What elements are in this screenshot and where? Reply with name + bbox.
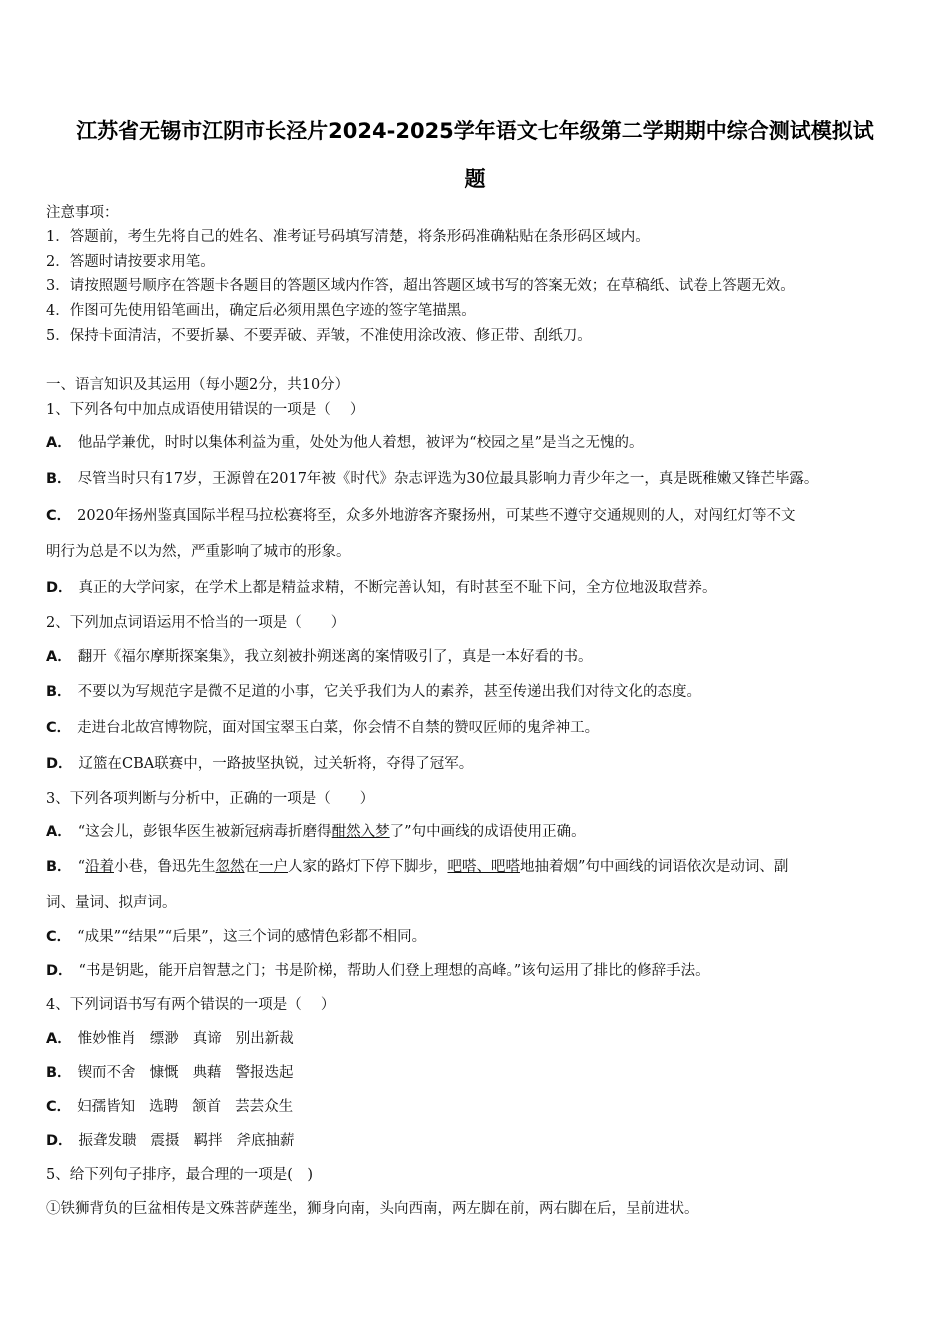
option-text: “书是钥匙，能开启智慧之门；书是阶梯，帮助人们登上理想的高峰。”该句运用了排比的修辞手法。 [78, 963, 710, 979]
option-label: C． [46, 508, 72, 524]
word: 羁拌 [193, 1133, 223, 1149]
option-label: B． [46, 859, 72, 875]
question-1-option-c-continued: 明行为总是不以为然，严重影响了城市的形象。 [46, 544, 351, 560]
question-4-option-b [46, 1063, 916, 1083]
option-text: 在 [244, 859, 259, 875]
question-4-stem: 4、下列词语书写有两个错误的一项是（ ） [46, 997, 336, 1013]
option-text: 真正的大学问家，在学术上都是精益求精，不断完善认知，有时甚至不耻下问，全方位地汲取营养。 [78, 580, 717, 596]
word: 别出新裁 [235, 1031, 294, 1047]
underlined-word: 沿着 [84, 859, 114, 875]
option-text: 人家的路灯下停下脚步， [287, 859, 448, 875]
option-text: 不要以为写规范字是微不足道的小事，它关乎我们为人的素养，甚至传递出我们对待文化的态度。 [77, 684, 702, 700]
option-label: A． [46, 435, 72, 451]
question-5-stem: 5、给下列句子排序，最合理的一项是( ) [46, 1167, 314, 1183]
word: 妇孺皆知 [77, 1099, 136, 1115]
question-3-option-a [46, 822, 916, 842]
option-text: “ [77, 859, 85, 875]
option-text: 走进台北故宫博物院，面对国宝翠玉白菜，你会情不自禁的赞叹匠师的鬼斧神工。 [77, 720, 600, 736]
question-1-option-a [46, 433, 916, 453]
word: 真谛 [192, 1031, 222, 1047]
question-2-option-b [46, 682, 916, 702]
option-label: D． [46, 963, 73, 979]
word: 选聘 [149, 1099, 179, 1115]
option-text: 他品学兼优，时时以集体利益为重，处处为他人着想，被评为“校园之星”是当之无愧的。 [77, 435, 644, 451]
underlined-word: 一户 [258, 859, 288, 875]
option-label: C． [46, 929, 72, 945]
question-4-option-a [46, 1029, 916, 1049]
word: 惟妙惟肖 [77, 1031, 136, 1047]
option-label: D． [46, 756, 73, 772]
option-label: A． [46, 824, 72, 840]
word: 芸芸众生 [235, 1099, 294, 1115]
question-2-stem: 2、下列加点词语运用不恰当的一项是（ ） [46, 615, 346, 631]
question-3-option-c [46, 927, 916, 947]
word: 警报迭起 [235, 1065, 294, 1081]
question-3-stem: 3、下列各项判断与分析中，正确的一项是（ ） [46, 791, 375, 807]
word: 振聋发聩 [78, 1133, 137, 1149]
option-label: A． [46, 649, 72, 665]
notice-heading: 注意事项： [46, 205, 119, 221]
option-label: A． [46, 1031, 72, 1047]
option-label: C． [46, 720, 72, 736]
question-2-option-a [46, 647, 916, 667]
option-label: D． [46, 580, 73, 596]
word: 斧底抽薪 [236, 1133, 295, 1149]
word: 慷慨 [149, 1065, 179, 1081]
option-text: 地抽着烟”句中画线的词语依次是动词、副 [519, 859, 789, 875]
underlined-word: 吧嗒、吧嗒 [447, 859, 520, 875]
exam-title-line-1: 江苏省无锡市江阴市长泾片2024-2025学年语文七年级第二学期期中综合测试模拟试 [76, 119, 874, 143]
question-2-option-d [46, 754, 916, 774]
option-text: 2020年扬州鉴真国际半程马拉松赛将至，众多外地游客齐聚扬州，可某些不遵守交通规则的人，对闯红灯等不文 [77, 508, 796, 524]
option-text: “这会儿，彭银华医生被新冠病毒折磨得 [77, 824, 332, 840]
underlined-word: 忽然 [215, 859, 245, 875]
word: 颔首 [192, 1099, 222, 1115]
option-text: “成果”“结果”“后果”，这三个词的感情色彩都不相同。 [77, 929, 427, 945]
section-heading: 一、语言知识及其运用（每小题2分，共10分） [46, 377, 350, 393]
question-3-option-b [46, 857, 916, 877]
option-text: 尽管当时只有17岁，王源曾在2017年被《时代》杂志评选为30位最具影响力青少年之一，真是既稚嫩又锋芒毕露。 [77, 471, 819, 487]
question-4-option-d [46, 1131, 916, 1151]
notice-item: 5．保持卡面清洁，不要折暴、不要弄破、弄皱，不准使用涂改液、修正带、刮纸刀。 [46, 328, 592, 344]
exam-title-line-2: 题 [464, 167, 486, 191]
option-label: B． [46, 471, 72, 487]
option-text: 辽篮在CBA联赛中，一路披坚执锐，过关斩将，夺得了冠军。 [78, 756, 474, 772]
question-2-option-c [46, 718, 916, 738]
notice-item: 2．答题时请按要求用笔。 [46, 254, 215, 270]
question-3-option-b-continued: 词、量词、拟声词。 [46, 895, 177, 911]
question-1-option-b [46, 469, 916, 489]
question-1-option-c [46, 506, 916, 526]
notice-item: 1．答题前，考生先将自己的姓名、准考证号码填写清楚，将条形码准确粘贴在条形码区域内。 [46, 229, 650, 245]
underlined-idiom: 酣然入梦 [331, 824, 390, 840]
option-text: 小巷，鲁迅先生 [113, 859, 216, 875]
option-label: D． [46, 1133, 73, 1149]
option-label: B． [46, 1065, 72, 1081]
question-1-option-d [46, 578, 916, 598]
word: 锲而不舍 [77, 1065, 136, 1081]
word: 典藉 [192, 1065, 222, 1081]
question-4-option-c [46, 1097, 916, 1117]
option-label: C． [46, 1099, 72, 1115]
option-text: 翻开《福尔摩斯探案集》，我立刻被扑朔迷离的案情吸引了，真是一本好看的书。 [77, 649, 593, 665]
question-1-stem: 1、下列各句中加点成语使用错误的一项是（ ） [46, 402, 365, 418]
word: 缥渺 [149, 1031, 179, 1047]
notice-item: 4．作图可先使用铅笔画出，确定后必须用黑色字迹的签字笔描黑。 [46, 303, 476, 319]
option-text: 了”句中画线的成语使用正确。 [389, 824, 586, 840]
question-3-option-d [46, 961, 916, 981]
question-5-sentence-1: ①铁狮背负的巨盆相传是文殊菩萨莲坐，狮身向南，头向西南，两左脚在前，两右脚在后，呈前进状。 [46, 1201, 699, 1217]
notice-item: 3．请按照题号顺序在答题卡各题目的答题区域内作答，超出答题区域书写的答案无效；在草稿纸、试卷上答题无效。 [46, 278, 795, 294]
option-label: B． [46, 684, 72, 700]
word: 震摄 [150, 1133, 180, 1149]
